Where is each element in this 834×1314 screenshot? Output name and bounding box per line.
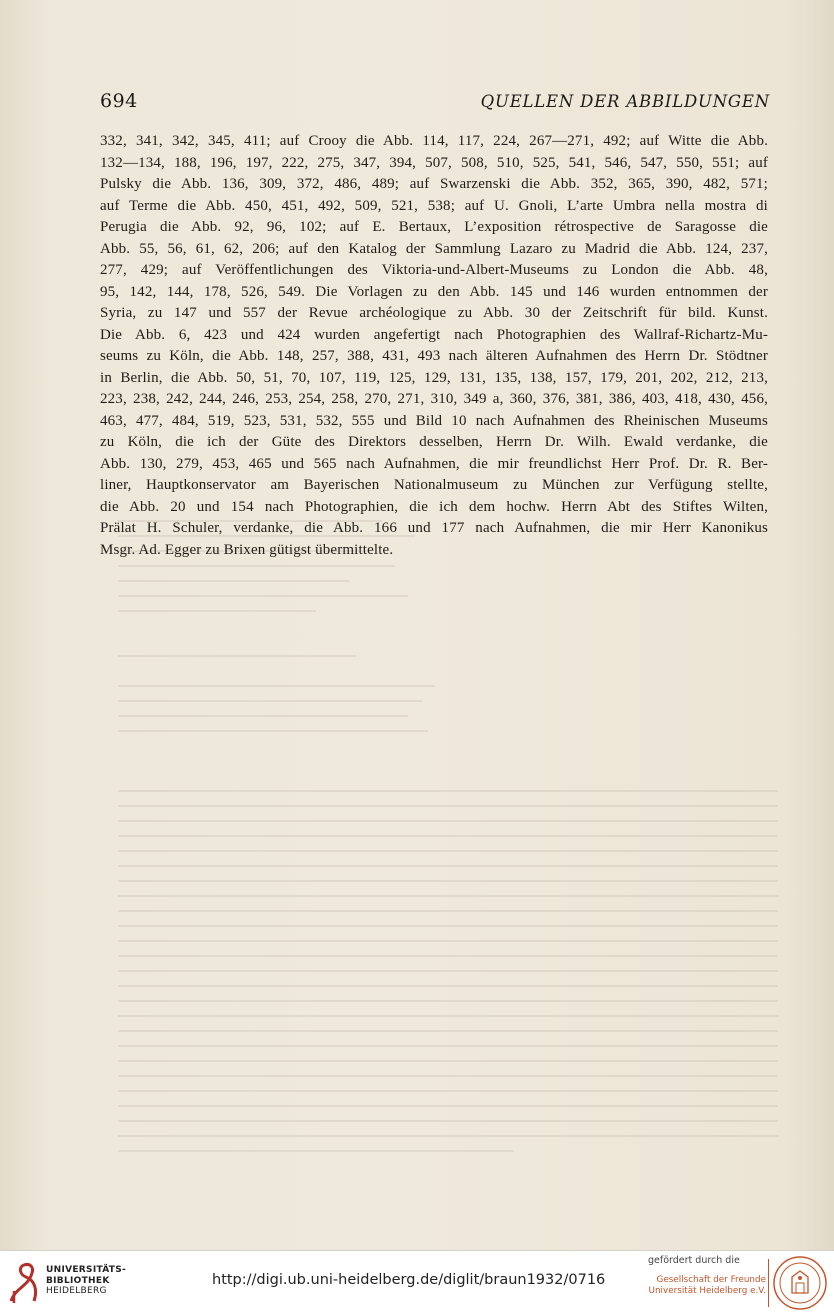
text-line: Prälat H. Schuler, verdanke, die Abb. 166 und 177 nach Aufnahmen, die mir Herr Kanonikus xyxy=(100,520,768,536)
text-line: die Abb. 20 und 154 nach Photographien, die ich dem hochw. Herrn Abt des Stiftes Wilten, xyxy=(100,498,768,515)
text-line: Abb. 55, 56, 61, 62, 206; auf den Katalog der Sammlung Lazaro zu Madrid die Abb. 124, 237, xyxy=(100,240,768,257)
text-line: seums zu Köln, die Abb. 148, 257, 388, 431, 493 nach älteren Aufnahmen des Herrn Dr. Stödtner xyxy=(100,348,768,364)
text-line: 463, 477, 484, 519, 523, 531, 532, 555 und Bild 10 nach Aufnahmen des Rheinischen Museums xyxy=(100,412,768,429)
text-line: Pulsky die Abb. 136, 309, 372, 486, 489; auf Swarzenski die Abb. 352, 365, 390, 482, 571; xyxy=(100,176,768,192)
university-seal-icon xyxy=(772,1255,828,1311)
text-line: Syria, zu 147 und 557 der Revue archéologique zu Abb. 30 der Zeitschrift für bild. Kunst. xyxy=(100,305,768,321)
text-line: in Berlin, die Abb. 50, 51, 70, 107, 119, 125, 129, 131, 135, 138, 157, 179, 201, 202, 212, 213, xyxy=(100,369,768,386)
text-line: 277, 429; auf Veröffentlichungen des Viktoria-und-Albert-Museums zu London die Abb. 48, xyxy=(100,262,768,278)
page-header xyxy=(100,90,770,114)
text-line: Msgr. Ad. Egger zu Brixen gütigst übermittelte. xyxy=(100,541,394,558)
bleed-through-text xyxy=(118,520,778,1220)
text-line: Die Abb. 6, 423 und 424 wurden angefertigt nach Photographien des Wallraf-Richartz-Mu- xyxy=(100,326,768,343)
footer-bar xyxy=(0,1250,834,1314)
page-number: 694 xyxy=(100,90,138,112)
sponsor-name: Gesellschaft der Freunde Universität Heidelberg e.V. xyxy=(648,1275,766,1296)
text-line: auf Terme die Abb. 450, 451, 492, 509, 521, 538; auf U. Gnoli, L’arte Umbra nella mostra di xyxy=(100,197,768,214)
permalink[interactable]: http://digi.ub.uni-heidelberg.de/diglit/braun1932/0716 xyxy=(212,1272,606,1288)
text-line: liner, Hauptkonservator am Bayerischen Nationalmuseum zu München zur Verfügung stellte, xyxy=(100,477,768,493)
body-paragraph xyxy=(100,131,768,561)
text-line: Abb. 130, 279, 453, 465 und 565 nach Aufnahmen, die mir freundlichst Herr Prof. Dr. R. Ber- xyxy=(100,455,768,472)
footer-divider xyxy=(768,1259,769,1307)
text-line: Perugia die Abb. 92, 96, 102; auf E. Bertaux, L’exposition rétrospective de Saragosse die xyxy=(100,219,768,235)
library-name: UNIVERSITÄTS- BIBLIOTHEK HEIDELBERG xyxy=(46,1265,127,1296)
text-line: 132—134, 188, 196, 197, 222, 275, 347, 394, 507, 508, 510, 525, 541, 546, 547, 550, 551; auf xyxy=(100,154,768,171)
text-line: 95, 142, 144, 178, 526, 549. Die Vorlagen zu den Abb. 145 und 146 wurden entnommen der xyxy=(100,283,768,300)
text-line: 332, 341, 342, 345, 411; auf Crooy die Abb. 114, 117, 224, 267—271, 492; auf Witte die Abb. xyxy=(100,133,768,149)
text-line: zu Köln, die ich der Güte des Direktors desselben, Herrn Dr. Wilh. Ewald verdanke, die xyxy=(100,434,768,450)
running-title: QUELLEN DER ABBILDUNGEN xyxy=(480,92,770,111)
text-line: 223, 238, 242, 244, 246, 253, 254, 258, 270, 271, 310, 349 a, 360, 376, 381, 386, 403, 418, 430, 456, xyxy=(100,391,768,407)
sponsor-label: gefördert durch die xyxy=(648,1255,740,1266)
university-library-logo-icon xyxy=(8,1261,40,1305)
